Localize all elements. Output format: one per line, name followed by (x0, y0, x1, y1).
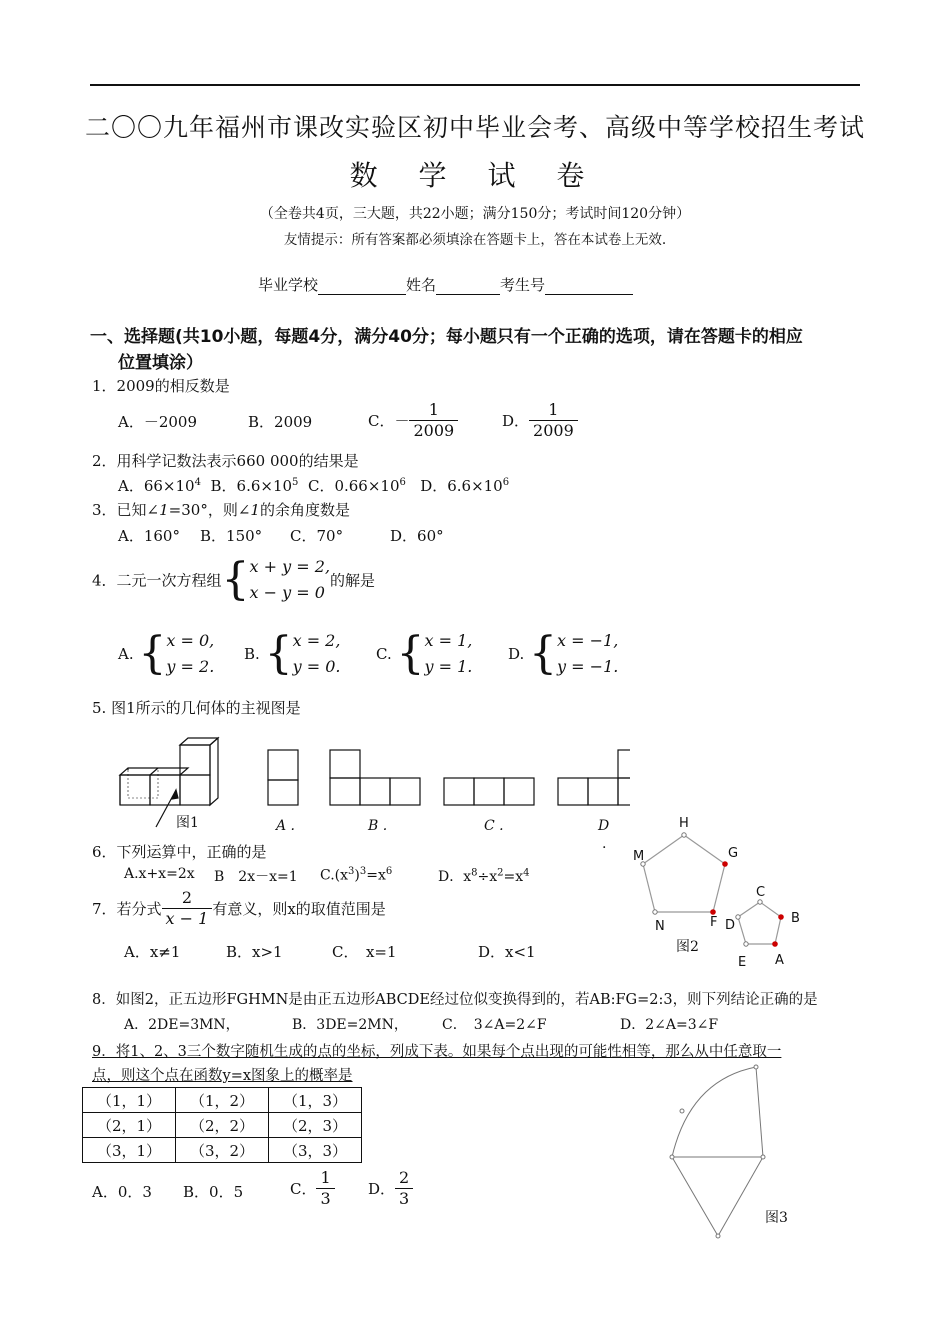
table-cell: （3，2） (176, 1138, 269, 1163)
option-c-view (444, 778, 534, 805)
q4-system: x + y = 2, x − y = 0 (249, 557, 331, 602)
top-rule (90, 84, 860, 86)
q5-stem: 5. 图1所示的几何体的主视图是 (92, 699, 301, 717)
q6-option-d: D．$x^8\div x^2=x^4$ (438, 867, 530, 885)
q5-option-a: A . (276, 818, 296, 834)
label-c: C (756, 885, 766, 900)
q1-d-fraction: $\frac{1}{2009}$ (529, 400, 578, 441)
table-cell: （1，2） (176, 1088, 269, 1113)
exam-tip: 友情提示：所有答案都必须填涂在答题卡上，答在本试卷上无效. (283, 232, 667, 248)
name-blank[interactable] (436, 276, 500, 295)
q9-d-fraction: $\frac{2}{3}$ (395, 1168, 413, 1209)
table-cell: （2，3） (269, 1113, 362, 1138)
q4-option-c: C. { x = 1, y = 1. (376, 628, 473, 679)
section-title-cont: 位置填涂） (118, 353, 203, 373)
q8-option-b: B．3DE=2MN， (292, 1017, 408, 1033)
q1-c-fraction: $\frac{1}{2009}$ (409, 400, 458, 441)
label-d: D (725, 918, 736, 933)
q4-option-b: B. { x = 2, y = 0. (244, 628, 341, 679)
q6-option-a: A.x+x=2x (124, 866, 195, 882)
exam-subtitle: 数 学 试 卷 (349, 159, 601, 192)
label-g: G (728, 846, 739, 861)
q5-option-d: D (598, 818, 610, 834)
q8-option-a: A．2DE=3MN， (124, 1017, 240, 1033)
q6-option-b: B 2x－x=1 (214, 869, 298, 885)
q3-option-a: A．160° (118, 527, 180, 545)
q3-option-d: D．60° (390, 527, 444, 545)
exam-no-label: 考生号 (500, 276, 546, 294)
section-title: 一、选择题(共10小题，每题4分，满分40分；每小题只有一个正确的选项，请在答题卡的相应 (90, 327, 803, 347)
option-b-view (330, 750, 420, 805)
pentagon-fghmn (643, 835, 725, 912)
q4-option-a: A. { x = 0, y = 2. (118, 628, 215, 679)
figure-3-arc (672, 1067, 756, 1157)
label-f: F (710, 915, 718, 930)
q3-stem: 3．已知∠1=30°，则∠1的余角度数是 (92, 501, 350, 519)
figure-3 (660, 1060, 780, 1250)
q9-option-d: D． $\frac{2}{3}$ (368, 1168, 413, 1209)
table-cell: （2，2） (176, 1113, 269, 1138)
q1-option-a: A．－2009 (118, 413, 198, 431)
exam-info: （全卷共4页，三大题，共22小题；满分150分；考试时间120分钟） (259, 206, 691, 222)
q3-option-c: C．70° (290, 527, 344, 545)
table-cell: （3，1） (83, 1138, 176, 1163)
school-blank[interactable] (318, 276, 406, 295)
q9-stem-line2: 点，则这个点在函数y=x图象上的概率是 (92, 1068, 353, 1084)
exam-no-blank[interactable] (545, 276, 633, 295)
q7-option-c: C． x=1 (332, 943, 397, 961)
q2-options: A．$66\times 10^4$ B．$6.6\times 10^5$ C．$0.66\times 10^6$ D．$6.6\times 10^6$ (118, 477, 510, 495)
figure-3-label: 图3 (765, 1210, 788, 1226)
q6-option-c: $C.(x^3)^3=x^6$ (320, 866, 393, 884)
q8-option-d: D．2∠A=3∠F (620, 1017, 719, 1033)
q9-c-fraction: $\frac{1}{3}$ (316, 1168, 334, 1209)
q3-option-b: B．150° (200, 527, 263, 545)
q7-stem: 7．若分式 $\frac{2}{x - 1}$ 有意义，则x的取值范围是 (92, 888, 386, 928)
q6-stem: 6．下列运算中，正确的是 (92, 843, 267, 861)
q5-option-b: B . (368, 818, 388, 834)
q4-stem: 4．二元一次方程组{ x + y = 2, x − y = 0 的解是 (92, 554, 376, 605)
label-m: M (633, 849, 645, 864)
figure-1-label: 图1 (176, 815, 199, 831)
table-cell: （2，1） (83, 1113, 176, 1138)
q7-option-d: D．x<1 (478, 943, 536, 961)
label-n: N (655, 919, 665, 934)
q1-option-c: C．－ $\frac{1}{2009}$ (368, 400, 458, 441)
q5-option-d-dot: . (602, 836, 607, 852)
label-a: A (775, 953, 784, 968)
label-b: B (791, 911, 800, 926)
q8-stem: 8．如图2，正五边形FGHMN是由正五边形ABCDE经过位似变换得到的，若AB:FG=2:3，则下列结论正确的是 (92, 992, 818, 1008)
pentagon-abcde (738, 902, 781, 944)
label-h: H (679, 816, 689, 831)
q7-fraction: $\frac{2}{x - 1}$ (162, 888, 213, 929)
q9-table (82, 1087, 362, 1163)
q1-stem: 1．2009的相反数是 (92, 377, 230, 395)
q9-stem-line1: 9．将1、2、3三个数字随机生成的点的坐标，列成下表。如果每个点出现的可能性相等，那么从中任意取一 (92, 1044, 782, 1060)
q9-option-b: B．0．5 (183, 1183, 244, 1201)
student-fields (258, 274, 633, 295)
table-cell: （1，3） (269, 1088, 362, 1113)
table-row (83, 1088, 362, 1113)
table-cell: （1，1） (83, 1088, 176, 1113)
school-label: 毕业学校 (258, 276, 319, 294)
q9-option-c: C． $\frac{1}{3}$ (290, 1168, 335, 1209)
q7-option-b: B．x>1 (226, 943, 283, 961)
table-cell: （3，3） (269, 1138, 362, 1163)
name-label: 姓名 (406, 276, 437, 294)
option-a-view (268, 750, 298, 805)
figure-2 (625, 812, 810, 972)
option-d-view (558, 750, 630, 805)
q2-stem: 2．用科学记数法表示660 000的结果是 (92, 452, 359, 470)
q4-option-d: D. { x = −1, y = −1. (508, 628, 619, 679)
label-e: E (738, 955, 747, 970)
figure-1-solid (120, 738, 218, 827)
table-row (83, 1113, 362, 1138)
q7-option-a: A．x≠1 (124, 943, 181, 961)
figure-2-label: 图2 (676, 939, 699, 955)
q9-option-a: A．0．3 (92, 1183, 152, 1201)
exam-title: 二〇〇九年福州市课改实验区初中毕业会考、高级中等学校招生考试 (84, 113, 865, 142)
q1-option-d: D． $\frac{1}{2009}$ (502, 400, 578, 441)
q8-option-c: C． 3∠A=2∠F (442, 1017, 547, 1033)
q5-option-c: C . (484, 818, 504, 834)
q1-option-b: B．2009 (248, 413, 313, 431)
table-row (83, 1138, 362, 1163)
